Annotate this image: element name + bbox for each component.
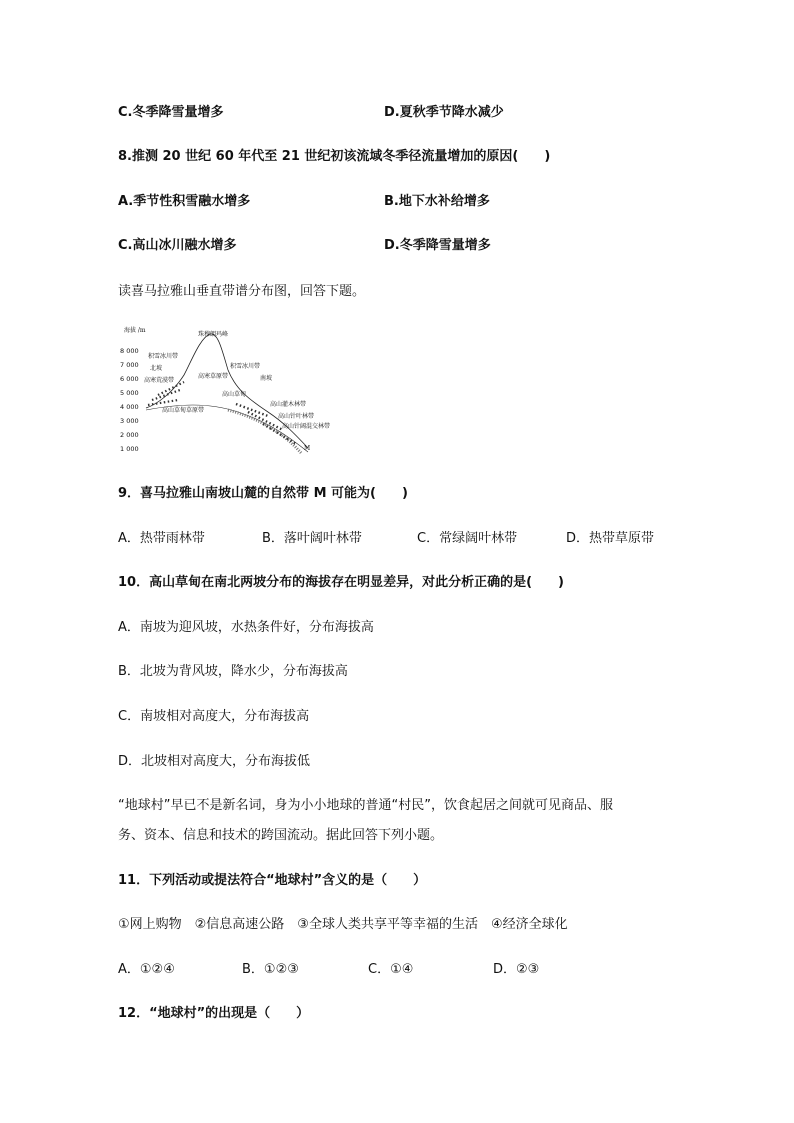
q8-option-c: C.高山冰川融水增多 xyxy=(118,238,237,253)
peak-label: 珠穆朗玛峰 xyxy=(198,331,229,338)
north-meadow-label: 高山草甸草原带 xyxy=(162,407,205,414)
q9-option-b: B．落叶阔叶林带 xyxy=(262,531,362,546)
q10-option-d: D．北坡相对高度大，分布海拔低 xyxy=(118,754,311,769)
y-tick-5000: 5 000 xyxy=(120,389,139,397)
zonation-diagram xyxy=(118,320,354,466)
y-tick-4000: 4 000 xyxy=(120,403,139,411)
north-cold-desert-label: 高寒荒漠带 xyxy=(144,377,175,384)
y-tick-3000: 3 000 xyxy=(120,417,139,425)
south-meadow-label: 高山草甸 xyxy=(222,391,247,398)
q8-option-a: A.季节性积雪融水增多 xyxy=(118,194,251,209)
passage-line-1: “地球村”早已不是新名词，身为小小地球的普通“村民”，饮食起居之间就可见商品、服 xyxy=(118,798,613,813)
m-label: M xyxy=(304,445,311,452)
q9-stem: 9．喜马拉雅山南坡山麓的自然带 M 可能为( ) xyxy=(118,486,408,501)
y-tick-2000: 2 000 xyxy=(120,431,139,439)
y-axis-label: 海拔 /m xyxy=(124,327,146,334)
q9-option-a: A．热带雨林带 xyxy=(118,531,205,546)
y-tick-6000: 6 000 xyxy=(120,375,139,383)
north-snow-label: 积雪冰川带 xyxy=(148,353,179,360)
q8-option-d: D.冬季降雪量增多 xyxy=(384,238,491,253)
q9-option-d: D．热带草原带 xyxy=(566,531,655,546)
q11-stem: 11．下列活动或提法符合“地球村”含义的是（ ） xyxy=(118,873,427,888)
north-slope-symbols xyxy=(148,382,184,405)
alpine-steppe-label: 高寒草原带 xyxy=(198,373,229,380)
q9-option-c: C．常绿阔叶林带 xyxy=(417,531,518,546)
q12-stem: 12．“地球村”的出现是（ ） xyxy=(118,1006,310,1021)
q7-option-d: D.夏秋季节降水减少 xyxy=(384,105,504,120)
q11-option-b: B．①②③ xyxy=(242,962,299,977)
y-tick-8000: 8 000 xyxy=(120,347,139,355)
q7-option-c: C.冬季降雪量增多 xyxy=(118,105,224,120)
q10-option-b: B．北坡为背风坡，降水少，分布海拔高 xyxy=(118,664,348,679)
q8-option-b: B.地下水补给增多 xyxy=(384,194,490,209)
north-slope-label: 北坡 xyxy=(150,365,163,372)
y-tick-1000: 1 000 xyxy=(120,445,139,453)
himalaya-zonation-figure xyxy=(118,320,354,466)
south-snow-label: 积雪冰川带 xyxy=(230,363,261,370)
shrub-label: 高山灌木林带 xyxy=(270,401,307,408)
q10-option-c: C．南坡相对高度大，分布海拔高 xyxy=(118,709,310,724)
q10-option-a: A．南坡为迎风坡，水热条件好，分布海拔高 xyxy=(118,620,374,635)
y-tick-7000: 7 000 xyxy=(120,361,139,369)
q11-option-a: A．①②④ xyxy=(118,962,175,977)
q10-stem: 10．高山草甸在南北两坡分布的海拔存在明显差异，对此分析正确的是( ) xyxy=(118,575,564,590)
q8-stem: 8.推测 20 世纪 60 年代至 21 世纪初该流域冬季径流量增加的原因( ) xyxy=(118,149,551,164)
q11-items: ①网上购物 ②信息高速公路 ③全球人类共享平等幸福的生活 ④经济全球化 xyxy=(118,917,568,932)
conifer-label: 高山针叶林带 xyxy=(278,413,315,420)
mixed-label: 高山针阔混交林带 xyxy=(282,423,331,430)
figure-intro: 读喜马拉雅山垂直带谱分布图，回答下题。 xyxy=(118,284,366,299)
q11-option-c: C．①④ xyxy=(368,962,414,977)
q11-option-d: D．②③ xyxy=(493,962,540,977)
south-slope-label: 南坡 xyxy=(260,375,273,382)
passage-line-2: 务、资本、信息和技术的跨国流动。据此回答下列小题。 xyxy=(118,828,444,843)
